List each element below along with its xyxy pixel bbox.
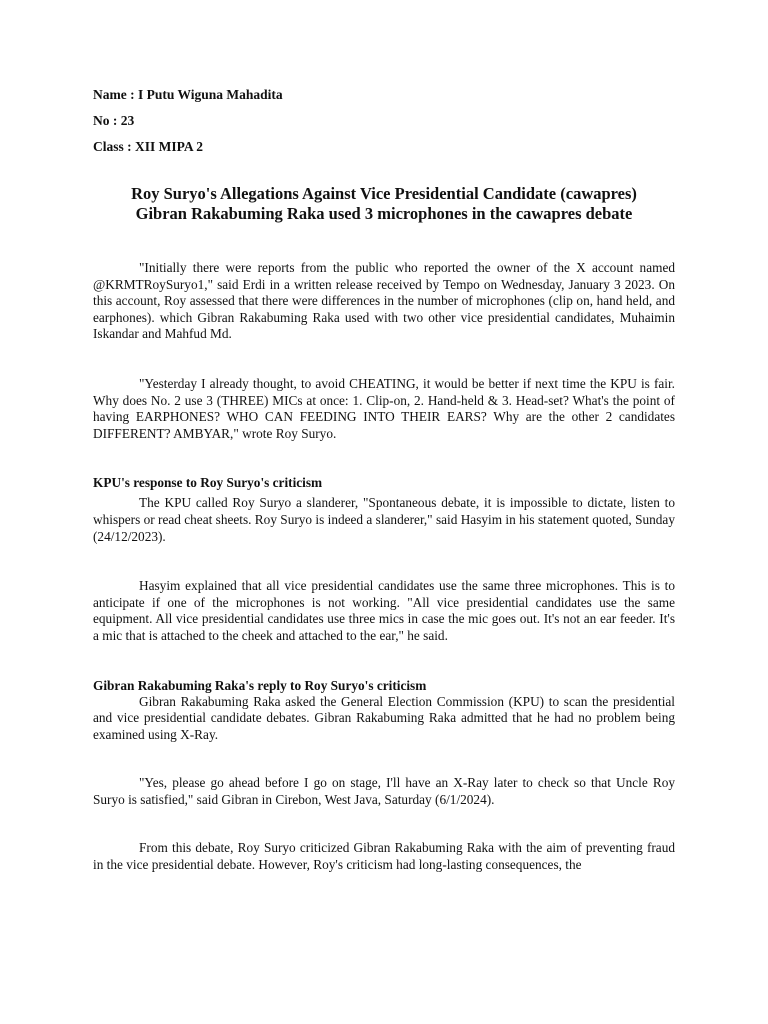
student-number: No : 23 bbox=[93, 113, 135, 128]
spacer bbox=[93, 343, 675, 376]
paragraph-4: Hasyim explained that all vice presidential candidates use the same three microphones. This is to anticipate if one of the microphones is not working. "All vice presidential candidates use the same equipment. All vice presidential candidates use three mics in case the mic goes out. It's not an ear feeder. It's a mic that is attached to the cheek and attached to the ear," he said. bbox=[93, 578, 675, 643]
paragraph-7: From this debate, Roy Suryo criticized Gibran Rakabuming Raka with the aim of preventing fraud in the vice presidential debate. However, Roy's criticism had long-lasting consequences, the bbox=[93, 840, 675, 873]
spacer bbox=[93, 743, 675, 775]
title-line-2: Gibran Rakabuming Raka used 3 microphones in the cawapres debate bbox=[135, 204, 633, 223]
spacer bbox=[93, 645, 675, 677]
student-info bbox=[93, 86, 675, 156]
student-name: Name : I Putu Wiguna Mahadita bbox=[93, 87, 283, 102]
section-heading-gibran-reply: Gibran Rakabuming Raka's reply to Roy Suryo's criticism bbox=[93, 677, 427, 693]
paragraph-3: The KPU called Roy Suryo a slanderer, "Spontaneous debate, it is impossible to dictate, listen to whispers or read cheat sheets. Roy Suryo is indeed a slanderer," said Hasyim in his statement quoted, Sunday (24/12/2023). bbox=[93, 495, 675, 544]
document-title bbox=[93, 184, 675, 224]
spacer bbox=[93, 442, 675, 474]
paragraph-2: "Yesterday I already thought, to avoid CHEATING, it would be better if next time the KPU is fair. Why does No. 2 use 3 (THREE) MICs at once: 1. Clip-on, 2. Hand-held & 3. Head-set? What's the point of having EARPHONES? WHO CAN FEEDING INTO THEIR EARS? Why are the other 2 candidates DIFFERENT? AMBYAR," wrote Roy Suryo. bbox=[93, 375, 675, 441]
spacer bbox=[93, 808, 675, 840]
paragraph-1: "Initially there were reports from the public who reported the owner of the X account named @KRMTRoySuryo1," said Erdi in a written release received by Tempo on Wednesday, January 3 2023. On this account, Roy assessed that there were differences in the number of microphones (clip on, hand held, and earphones). which Gibran Rakabuming Raka used with two other vice presidential candidates, Muhaimin Iskandar and Mahfud Md. bbox=[93, 260, 675, 342]
title-line-1: Roy Suryo's Allegations Against Vice Presidential Candidate (cawapres) bbox=[131, 184, 637, 203]
document-page bbox=[93, 86, 675, 874]
paragraph-6: "Yes, please go ahead before I go on stage, I'll have an X-Ray later to check so that Uncle Roy Suryo is satisfied," said Gibran in Cirebon, West Java, Saturday (6/1/2024). bbox=[93, 775, 675, 807]
section-heading-kpu-response: KPU's response to Roy Suryo's criticism bbox=[93, 475, 323, 491]
paragraph-5: Gibran Rakabuming Raka asked the General Election Commission (KPU) to scan the presidential and vice presidential candidate debates. Gibran Rakabuming Raka admitted that he had no problem being examined using X-Ray. bbox=[93, 693, 675, 742]
student-class: Class : XII MIPA 2 bbox=[93, 139, 204, 154]
spacer bbox=[93, 545, 675, 578]
spacer bbox=[93, 224, 675, 260]
